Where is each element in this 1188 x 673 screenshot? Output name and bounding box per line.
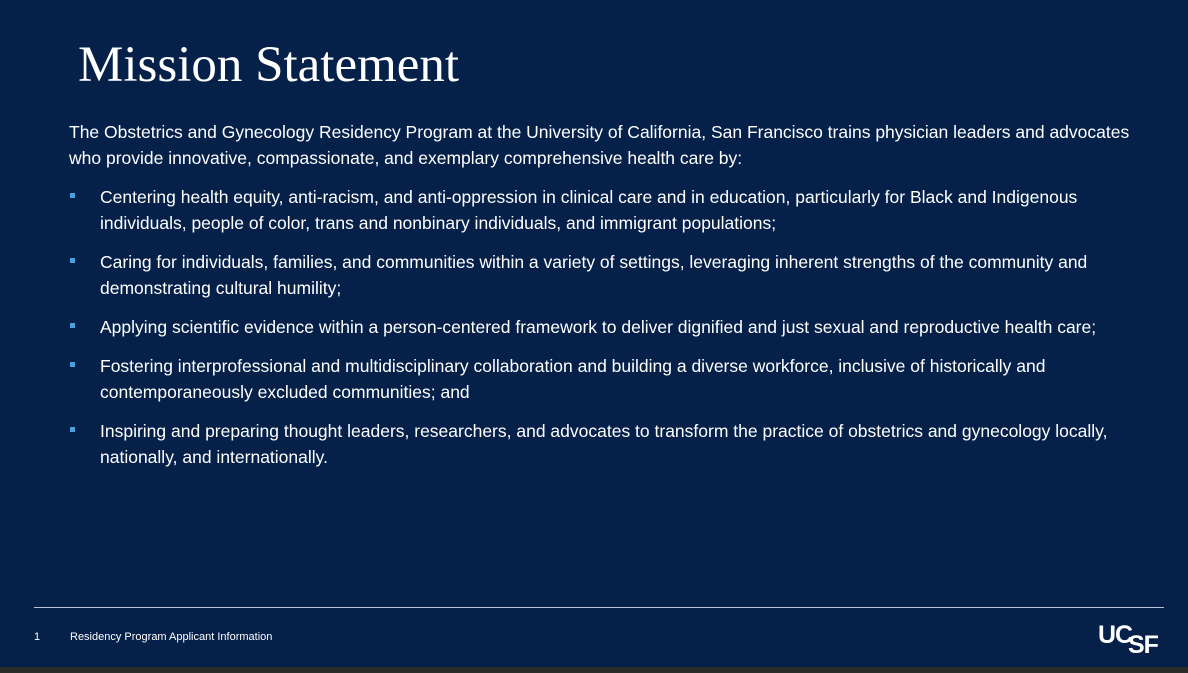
bullet-item [69, 314, 1159, 340]
bullet-text: Applying scientific evidence within a person-centered framework to deliver dignified and just sexual and reproductive health care; [100, 317, 1097, 337]
bullet-item [69, 249, 1159, 301]
page-number: 1 [34, 631, 41, 643]
square-bullet-icon [70, 323, 75, 328]
square-bullet-icon [70, 362, 75, 367]
bullet-text: Caring for individuals, families, and communities within a variety of settings, leveraging inherent strengths of the community and demonstrating cultural humility; [100, 252, 1088, 298]
square-bullet-icon [70, 193, 75, 198]
logo-uc-text: UC [1098, 621, 1133, 649]
footer-divider [34, 607, 1164, 608]
bullet-text: Inspiring and preparing thought leaders, researchers, and advocates to transform the practice of obstetrics and gynecology locally, nationally, and internationally. [100, 421, 1108, 467]
bullet-text: Centering health equity, anti-racism, and anti-oppression in clinical care and in education, particularly for Black and Indigenous individuals, people of color, trans and nonbinary individuals, and immigrant populations; [100, 187, 1078, 233]
ucsf-logo [1098, 620, 1168, 659]
footer-text: Residency Program Applicant Information [70, 631, 273, 643]
intro-paragraph: The Obstetrics and Gynecology Residency Program at the University of California, San Francisco trains physician leaders and advocates who provide innovative, compassionate, and exemplary comprehensive health care by: [69, 122, 1130, 168]
bullet-item [69, 418, 1159, 470]
logo-sf-text: SF [1128, 631, 1158, 659]
square-bullet-icon [70, 427, 75, 432]
bullet-item [69, 353, 1159, 405]
bullet-text: Fostering interprofessional and multidisciplinary collaboration and building a diverse workforce, inclusive of historically and contemporaneously excluded communities; and [100, 356, 1046, 402]
bullet-item [69, 184, 1159, 236]
slide-title: Mission Statement [78, 37, 460, 93]
window-bottom-edge [0, 667, 1188, 673]
square-bullet-icon [70, 258, 75, 263]
mission-bullet-list [69, 184, 1159, 483]
